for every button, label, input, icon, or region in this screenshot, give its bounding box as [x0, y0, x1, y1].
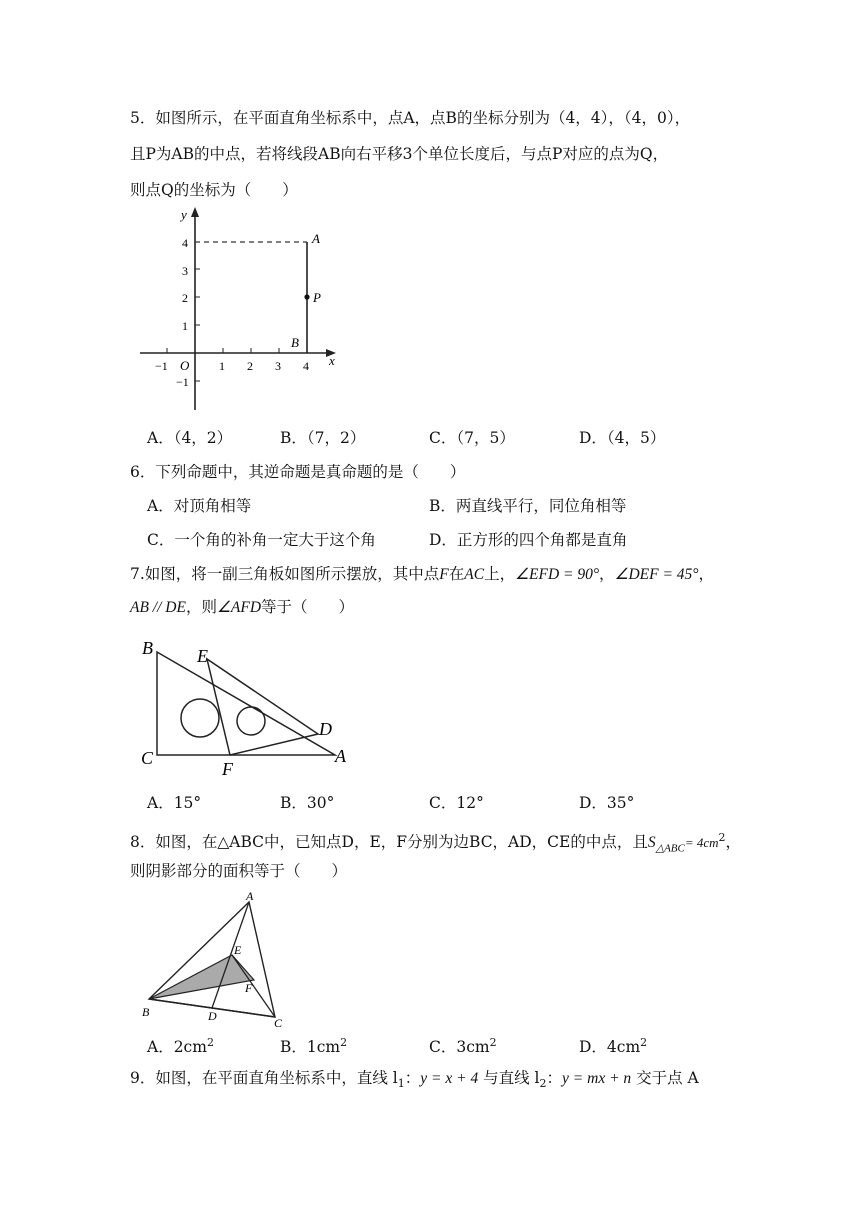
q8-label-f: F: [245, 981, 253, 995]
q5-x-tick-3: 3: [275, 359, 281, 373]
q7-angle-efd: ∠EFD = 90°: [515, 566, 600, 583]
q7-stem-line-2: [130, 597, 354, 618]
q7-option-d[interactable]: D．35°: [579, 794, 635, 812]
q9-equation-1: y = x + 4: [420, 1070, 479, 1087]
q5-option-c[interactable]: C．（7，5）: [429, 429, 515, 447]
q9-text-part: 交于点 A: [631, 1069, 699, 1087]
q7-text-part: ，: [698, 565, 715, 583]
q7-text-part: ，则: [185, 598, 217, 616]
q5-x-tick-neg1: −1: [155, 359, 168, 373]
q5-y-tick-3: 3: [182, 264, 188, 278]
q5-point-a-label: A: [312, 231, 320, 246]
q8-label-d: D: [208, 1009, 217, 1023]
q6-option-a[interactable]: A．对顶角相等: [147, 497, 252, 515]
q7-label-f: F: [222, 759, 233, 779]
q5-option-b[interactable]: B．（7，2）: [280, 429, 366, 447]
q8-option-c-text: C．3cm: [429, 1038, 490, 1057]
q5-x-tick-2: 2: [247, 359, 253, 373]
q7-stem-line-1: [130, 564, 714, 585]
q8-text-part: 8．如图，在△ABC中，已知点D，E，F分别为边BC，AD，CE的中点，且: [130, 833, 648, 852]
q7-text-part: 在: [448, 565, 465, 583]
q9-text-part: 与直线 l: [478, 1069, 540, 1087]
q8-option-c[interactable]: [429, 1033, 497, 1057]
q8-option-a-text: A．2cm: [147, 1038, 207, 1057]
q8-option-b[interactable]: [280, 1033, 347, 1057]
q5-axis-x-label: x: [329, 353, 335, 368]
q8-area-subscript: △ABC: [655, 842, 685, 855]
q8-option-d-text: D．4cm: [579, 1038, 641, 1057]
q5-y-tick-1: 1: [182, 319, 188, 333]
q5-x-tick-4: 4: [303, 359, 309, 373]
q7-angle-def: ∠DEF = 45°: [614, 566, 699, 583]
q8-option-a-sup: 2: [206, 1036, 214, 1049]
q8-stem-line-2: 则阴影部分的面积等于（ ）: [130, 862, 348, 880]
q7-label-b: B: [142, 638, 153, 658]
q8-area-value: = 4cm: [684, 835, 719, 851]
q5-y-tick-neg1: −1: [176, 375, 189, 389]
q7-segment-ac-inline: AC: [464, 566, 485, 583]
q9-subscript-2: 2: [539, 1077, 547, 1091]
q8-option-b-sup: 2: [340, 1036, 348, 1049]
q9-stem-line-1: [130, 1068, 699, 1094]
q8-option-a[interactable]: [147, 1033, 214, 1057]
q5-axis-y-label: y: [181, 207, 187, 222]
q5-point-b-label: B: [291, 335, 299, 350]
q8-triangle-figure: [138, 889, 308, 1030]
q8-option-b-text: B．1cm: [280, 1038, 341, 1057]
q8-label-a: A: [246, 889, 254, 903]
q8-label-e: E: [234, 943, 242, 957]
q7-option-b[interactable]: B．30°: [280, 794, 335, 812]
q5-stem-line-3: 则点Q的坐标为（ ）: [130, 181, 298, 199]
q7-parallel-condition: AB // DE: [130, 599, 186, 616]
q8-label-c: C: [274, 1016, 283, 1030]
q6-stem: 6．下列命题中，其逆命题是真命题的是（ ）: [130, 463, 466, 481]
q8-option-d[interactable]: [579, 1033, 647, 1057]
q7-label-d: D: [319, 719, 332, 739]
q6-option-c[interactable]: C．一个角的补角一定大于这个角: [147, 531, 376, 549]
q7-label-e: E: [197, 646, 208, 666]
q7-label-c: C: [141, 748, 154, 768]
q7-triangle-figure: [138, 632, 358, 782]
q7-point-f-inline: F: [439, 566, 449, 583]
q8-stem-line-1: [130, 828, 741, 858]
q7-option-c[interactable]: C．12°: [429, 794, 484, 812]
q5-origin-label: O: [180, 358, 190, 373]
q7-label-a: A: [335, 746, 346, 766]
q7-text-part: 7.如图，将一副三角板如图所示摆放，其中点: [130, 565, 440, 583]
q8-option-c-sup: 2: [489, 1036, 497, 1049]
q5-y-tick-2: 2: [182, 291, 188, 305]
q7-angle-afd: ∠AFD: [216, 599, 262, 616]
q7-option-a[interactable]: A．15°: [147, 794, 202, 812]
q5-stem-line-2: 且P为AB的中点，若将线段AB向右平移3个单位长度后，与点P对应的点为Q，: [130, 145, 669, 163]
q7-text-part: ，: [599, 565, 615, 583]
q5-option-a[interactable]: A．（4，2）: [147, 429, 233, 447]
q7-text-part: 等于（ ）: [261, 598, 355, 616]
q8-label-b: B: [142, 1005, 150, 1019]
q9-equation-2: y = mx + n: [562, 1070, 632, 1087]
q6-option-b[interactable]: B．两直线平行，同位角相等: [429, 497, 627, 515]
q8-area-unit-sup: 2: [718, 831, 726, 844]
q9-subscript-1: 1: [397, 1077, 405, 1091]
q5-coordinate-figure: [130, 205, 350, 415]
q5-y-tick-4: 4: [182, 236, 188, 250]
q5-point-p-label: P: [313, 290, 321, 305]
q8-area-symbol: S: [647, 834, 656, 852]
q9-text-part: ：: [404, 1069, 421, 1087]
q9-text-part: ：: [546, 1069, 563, 1087]
q8-option-d-sup: 2: [640, 1036, 648, 1049]
q7-text-part: 上，: [484, 565, 516, 583]
q5-option-d[interactable]: D．（4，5）: [579, 429, 666, 447]
q9-text-part: 9．如图，在平面直角坐标系中，直线 l: [130, 1069, 398, 1087]
q6-option-d[interactable]: D．正方形的四个角都是直角: [429, 531, 628, 549]
q5-stem-line-1: 5．如图所示，在平面直角坐标系中，点A，点B的坐标分别为（4，4），（4，0），: [130, 109, 691, 127]
q5-x-tick-1: 1: [219, 359, 225, 373]
q8-text-part: ，: [725, 833, 742, 852]
